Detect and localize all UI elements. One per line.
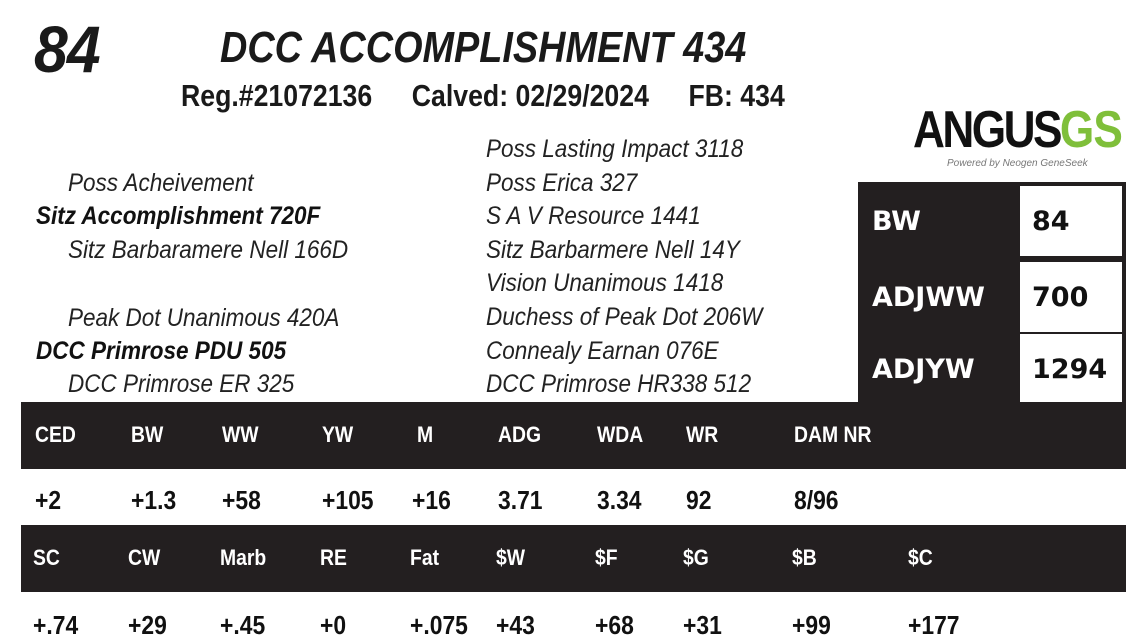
- logo-brand-accent: GS: [1059, 101, 1123, 159]
- epd-header: $F: [595, 545, 618, 570]
- epd-value: +.45: [220, 610, 266, 640]
- pedigree-right-2: Poss Erica 327: [486, 169, 638, 197]
- stat-value: 700: [1032, 282, 1089, 313]
- epd-value: +68: [595, 610, 634, 640]
- epd-header: RE: [320, 545, 347, 570]
- epd-value: 8/96: [794, 485, 839, 515]
- epd-header-row-2: [21, 525, 1126, 592]
- epd-value: +1.3: [131, 485, 177, 515]
- calved-date: Calved: 02/29/2024: [411, 78, 649, 113]
- epd-value: 3.71: [498, 485, 543, 515]
- epd-header: SC: [33, 545, 60, 570]
- epd-header: DAM NR: [794, 422, 872, 447]
- pedigree-sire: Sitz Accomplishment 720F: [36, 202, 321, 230]
- animal-name: DCC ACCOMPLISHMENT 434: [220, 23, 747, 72]
- registration-line: [181, 80, 785, 111]
- stat-value-cell: [1020, 186, 1122, 256]
- stat-label: BW: [872, 206, 921, 237]
- registration-number: Reg.#21072136: [181, 78, 373, 113]
- stat-value-cell: [1020, 262, 1122, 332]
- epd-value: 3.34: [597, 485, 642, 515]
- pedigree-right-1: Poss Lasting Impact 3118: [486, 135, 744, 163]
- epd-header-row-1: [21, 402, 1126, 469]
- stat-value: 1294: [1032, 354, 1108, 385]
- pedigree-right-7: Connealy Earnan 076E: [486, 337, 719, 365]
- stat-row-bw: [858, 186, 1126, 256]
- epd-header: WDA: [597, 422, 644, 447]
- pedigree-dam-sire: Peak Dot Unanimous 420A: [68, 304, 340, 332]
- fb-number: FB: 434: [688, 78, 785, 113]
- pedigree-right-3: S A V Resource 1441: [486, 202, 701, 230]
- pedigree-right-8: DCC Primrose HR338 512: [486, 370, 752, 398]
- stat-value-cell: [1020, 334, 1122, 404]
- epd-value: +0: [320, 610, 347, 640]
- pedigree-dam: DCC Primrose PDU 505: [36, 337, 287, 365]
- epd-value: +2: [35, 485, 62, 515]
- epd-header: CED: [35, 422, 76, 447]
- logo-brand-main: ANGUS: [913, 101, 1060, 159]
- epd-header: WW: [222, 422, 259, 447]
- stat-row-adjww: [858, 262, 1126, 332]
- epd-value: +31: [683, 610, 722, 640]
- pedigree-sire-dam: Sitz Barbaramere Nell 166D: [68, 236, 349, 264]
- pedigree-dam-dam: DCC Primrose ER 325: [68, 370, 295, 398]
- pedigree-right-6: Duchess of Peak Dot 206W: [486, 303, 763, 331]
- pedigree-right-5: Vision Unanimous 1418: [486, 269, 724, 297]
- epd-header: M: [417, 422, 434, 447]
- epd-header: $B: [792, 545, 817, 570]
- epd-header: $W: [496, 545, 526, 570]
- epd-value: +99: [792, 610, 831, 640]
- epd-header: WR: [686, 422, 719, 447]
- epd-value: 92: [686, 485, 712, 515]
- epd-header: Fat: [410, 545, 440, 570]
- lot-number: 84: [34, 12, 100, 86]
- epd-value: +105: [322, 485, 374, 515]
- angus-gs-logo: [913, 101, 1123, 184]
- epd-value: +43: [496, 610, 535, 640]
- pedigree-right-4: Sitz Barbarmere Nell 14Y: [486, 236, 740, 264]
- epd-value: +29: [128, 610, 167, 640]
- epd-value: +.075: [410, 610, 468, 640]
- epd-header: BW: [131, 422, 164, 447]
- epd-header: Marb: [220, 545, 267, 570]
- stat-label: ADJYW: [872, 354, 975, 385]
- weights-box: [858, 182, 1126, 404]
- logo-tagline: Powered by Neogen GeneSeek: [947, 158, 1088, 169]
- stat-label: ADJWW: [872, 282, 985, 313]
- epd-value: +58: [222, 485, 261, 515]
- epd-header: $C: [908, 545, 933, 570]
- epd-value: +177: [908, 610, 960, 640]
- stat-value: 84: [1032, 206, 1070, 237]
- stat-row-adjyw: [858, 334, 1126, 404]
- epd-value: +16: [412, 485, 451, 515]
- epd-header: ADG: [498, 422, 542, 447]
- epd-header: YW: [322, 422, 354, 447]
- epd-value: +.74: [33, 610, 79, 640]
- epd-header: $G: [683, 545, 709, 570]
- epd-header: CW: [128, 545, 161, 570]
- pedigree-sire-sire: Poss Acheivement: [68, 169, 254, 197]
